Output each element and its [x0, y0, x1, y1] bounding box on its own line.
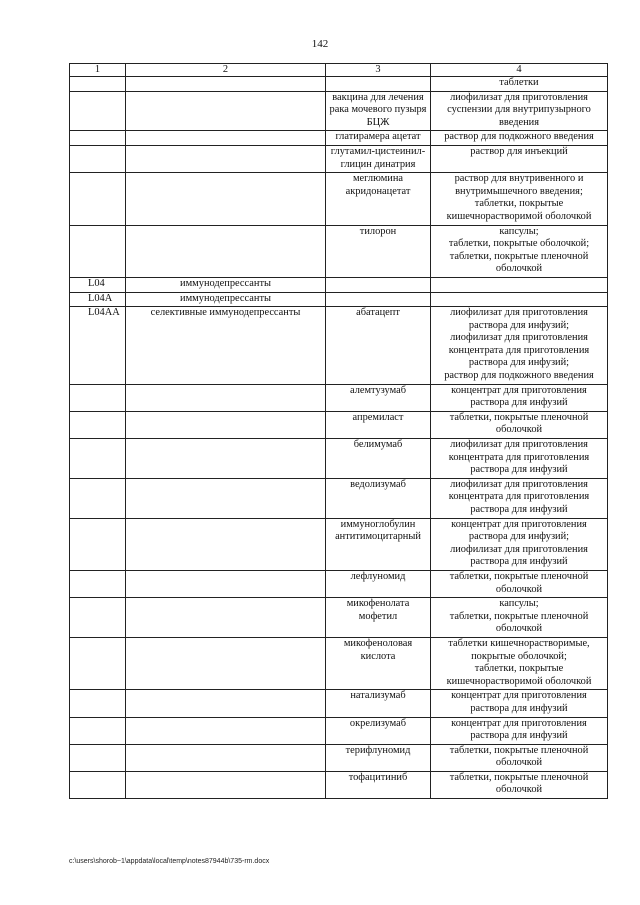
dosage-form-line: таблетки кишечнорастворимые, покрытые оболочкой;	[448, 637, 590, 662]
atc-code-cell: L04AA	[70, 307, 126, 385]
dosage-form-line: таблетки, покрытые пленочной оболочкой	[449, 411, 589, 436]
group-name-cell	[126, 744, 326, 771]
dosage-form-cell	[431, 690, 608, 717]
dosage-form-line: раствор для внутривенного и внутримышечного введения;	[454, 173, 584, 197]
dosage-form-cell	[431, 292, 608, 307]
dosage-form-cell	[431, 598, 608, 638]
table-row	[70, 717, 608, 744]
group-name-cell	[126, 411, 326, 438]
group-name-cell	[126, 131, 326, 146]
group-name-cell	[126, 518, 326, 570]
table-row	[70, 570, 608, 597]
group-name-cell	[126, 91, 326, 131]
dosage-form-line: капсулы;	[499, 598, 539, 610]
header-cell-2: 2	[126, 64, 326, 77]
dosage-form-cell	[431, 518, 608, 570]
drug-name-cell: алемтузумаб	[326, 384, 431, 411]
table-row	[70, 411, 608, 438]
drug-name-cell: меглюмина акридонацетат	[326, 173, 431, 225]
drug-name-cell: окрелизумаб	[326, 717, 431, 744]
dosage-form-line: лиофилизат для приготовления концентрата для приготовления раствора для инфузий	[448, 439, 590, 476]
dosage-form-line: концентрат для приготовления раствора для инфузий;	[451, 518, 587, 543]
drug-name-cell	[326, 77, 431, 92]
dosage-form-cell	[431, 277, 608, 292]
dosage-form-cell	[431, 384, 608, 411]
table-row	[70, 439, 608, 479]
atc-code-cell	[70, 77, 126, 92]
drug-name-cell: апремиласт	[326, 411, 431, 438]
drug-name-cell: иммуноглобулин антитимоцитарный	[326, 518, 431, 570]
page-number: 142	[311, 38, 329, 50]
table-row	[70, 173, 608, 225]
dosage-form-line: концентрат для приготовления раствора для инфузий	[451, 690, 587, 714]
drug-name-cell: тофацитиниб	[326, 771, 431, 798]
group-name-cell	[126, 384, 326, 411]
dosage-form-cell	[431, 717, 608, 744]
group-name-cell	[126, 77, 326, 92]
atc-code-cell	[70, 225, 126, 277]
dosage-form-cell	[431, 91, 608, 131]
dosage-form-line: раствор для инъекций	[470, 145, 568, 157]
dosage-form-line: лиофилизат для приготовления концентрата для приготовления раствора для инфузий;	[448, 332, 590, 369]
drug-name-cell: вакцина для лечения рака мочевого пузыря БЦЖ	[326, 91, 431, 131]
dosage-form-cell	[431, 411, 608, 438]
atc-code-cell	[70, 570, 126, 597]
table-row	[70, 518, 608, 570]
group-name-cell	[126, 637, 326, 689]
dosage-form-line: концентрат для приготовления раствора для инфузий	[451, 384, 587, 409]
dosage-form-line: лиофилизат для приготовления суспензии для внутрипузырного введения	[447, 91, 591, 128]
atc-code-cell	[70, 478, 126, 518]
group-name-cell	[126, 771, 326, 798]
dosage-form-line: таблетки, покрытые пленочной оболочкой	[449, 771, 589, 796]
header-cell-3: 3	[326, 64, 431, 77]
table-row	[70, 598, 608, 638]
dosage-form-line: таблетки	[499, 77, 539, 88]
drug-name-cell: микофеноловая кислота	[326, 637, 431, 689]
atc-code-cell	[70, 384, 126, 411]
header-cell-1: 1	[70, 64, 126, 77]
dosage-form-line: таблетки, покрытые пленочной оболочкой	[449, 744, 589, 769]
dosage-form-line: капсулы;	[499, 225, 539, 237]
atc-code-cell	[70, 411, 126, 438]
dosage-form-line: раствор для подкожного введения	[444, 370, 594, 382]
atc-code-cell	[70, 637, 126, 689]
dosage-form-cell	[431, 478, 608, 518]
dosage-form-cell	[431, 173, 608, 225]
dosage-form-cell	[431, 637, 608, 689]
table-row	[70, 145, 608, 172]
drug-name-cell	[326, 292, 431, 307]
table-row	[70, 478, 608, 518]
medicines-table	[69, 63, 608, 799]
table-row	[70, 307, 608, 385]
atc-code-cell	[70, 439, 126, 479]
dosage-form-line: раствор для подкожного введения	[444, 131, 594, 143]
drug-name-cell: лефлуномид	[326, 570, 431, 597]
atc-code-cell	[70, 145, 126, 172]
table-row	[70, 131, 608, 146]
file-path-footer: c:\users\shorob~1\appdata\local\temp\notes87944b\735-rm.docx	[69, 858, 270, 865]
table-header-row	[70, 64, 608, 77]
dosage-form-line: таблетки, покрытые кишечнорастворимой оболочкой	[446, 663, 592, 687]
dosage-form-line: таблетки, покрытые пленочной оболочкой	[449, 610, 589, 635]
group-name-cell	[126, 690, 326, 717]
header-cell-4: 4	[431, 64, 608, 77]
atc-code-cell	[70, 91, 126, 131]
group-name-cell	[126, 598, 326, 638]
dosage-form-line: таблетки, покрытые пленочной оболочкой	[449, 250, 589, 275]
dosage-form-cell	[431, 131, 608, 146]
dosage-form-line: концентрат для приготовления раствора для инфузий	[451, 717, 587, 742]
atc-code-cell	[70, 131, 126, 146]
table-row	[70, 384, 608, 411]
dosage-form-cell	[431, 77, 608, 92]
group-name-cell: иммунодепрессанты	[126, 292, 326, 307]
drug-name-cell: терифлуномид	[326, 744, 431, 771]
atc-code-cell: L04A	[70, 292, 126, 307]
atc-code-cell	[70, 518, 126, 570]
atc-code-cell	[70, 598, 126, 638]
group-name-cell	[126, 225, 326, 277]
table-row	[70, 225, 608, 277]
table-row	[70, 744, 608, 771]
drug-name-cell: глутамил-цистеинил-глицин динатрия	[326, 145, 431, 172]
dosage-form-line: таблетки, покрытые пленочной оболочкой	[449, 570, 589, 595]
group-name-cell	[126, 570, 326, 597]
group-name-cell	[126, 717, 326, 744]
group-name-cell: селективные иммунодепрессанты	[126, 307, 326, 385]
atc-code-cell	[70, 744, 126, 771]
atc-code-cell: L04	[70, 277, 126, 292]
atc-code-cell	[70, 771, 126, 798]
atc-code-cell	[70, 173, 126, 225]
group-name-cell	[126, 145, 326, 172]
dosage-form-cell	[431, 225, 608, 277]
dosage-form-line: таблетки, покрытые оболочкой;	[448, 238, 590, 250]
dosage-form-cell	[431, 570, 608, 597]
dosage-form-cell	[431, 145, 608, 172]
drug-name-cell: ведолизумаб	[326, 478, 431, 518]
table-row	[70, 91, 608, 131]
group-name-cell	[126, 439, 326, 479]
drug-name-cell: тилорон	[326, 225, 431, 277]
table-row	[70, 77, 608, 92]
drug-name-cell: натализумаб	[326, 690, 431, 717]
table-row	[70, 277, 608, 292]
dosage-form-line: лиофилизат для приготовления концентрата для приготовления раствора для инфузий	[448, 478, 590, 515]
group-name-cell	[126, 173, 326, 225]
atc-code-cell	[70, 717, 126, 744]
dosage-form-line: таблетки, покрытые кишечнорастворимой оболочкой	[446, 198, 592, 222]
dosage-form-cell	[431, 307, 608, 385]
table-row	[70, 292, 608, 307]
dosage-form-cell	[431, 744, 608, 771]
drug-name-cell	[326, 277, 431, 292]
dosage-form-cell	[431, 439, 608, 479]
table-row	[70, 690, 608, 717]
group-name-cell: иммунодепрессанты	[126, 277, 326, 292]
dosage-form-line: лиофилизат для приготовления раствора для инфузий;	[450, 307, 588, 331]
table-row	[70, 771, 608, 798]
atc-code-cell	[70, 690, 126, 717]
dosage-form-line: лиофилизат для приготовления раствора для инфузий	[450, 543, 588, 568]
drug-name-cell: микофенолата мофетил	[326, 598, 431, 638]
table-row	[70, 637, 608, 689]
drug-name-cell: белимумаб	[326, 439, 431, 479]
drug-name-cell: абатацепт	[326, 307, 431, 385]
drug-name-cell: глатирамера ацетат	[326, 131, 431, 146]
dosage-form-cell	[431, 771, 608, 798]
group-name-cell	[126, 478, 326, 518]
